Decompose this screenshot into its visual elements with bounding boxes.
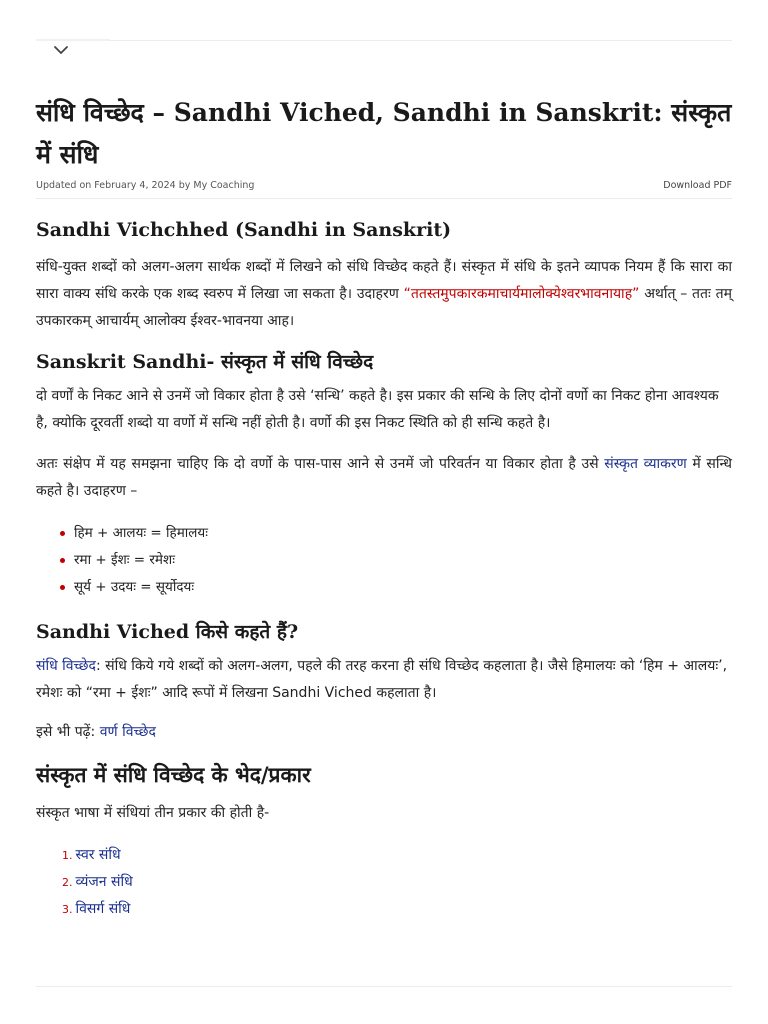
also-read xyxy=(36,719,732,746)
list-number: 3. xyxy=(62,903,73,916)
summary-tail: में सन्धि कहते है। उदाहरण – xyxy=(36,456,732,499)
summary-paragraph xyxy=(36,451,732,505)
updated-info: Updated on February 4, 2024 by My Coaching xyxy=(36,180,255,191)
list-item: रमा + ईशः = रमेशः xyxy=(74,547,208,574)
types-intro: संस्कृत भाषा में संधियां तीन प्रकार की होती है- xyxy=(36,805,270,821)
list-item xyxy=(62,842,133,869)
sandhi-types-list xyxy=(36,842,133,923)
visarg-sandhi-link[interactable]: विसर्ग संधि xyxy=(75,901,131,917)
sanskrit-grammar-link[interactable]: संस्कृत व्याकरण xyxy=(604,456,687,472)
sandhi-viched-text: : संधि किये गये शब्दों को अलग-अलग, पहले की तरह करना ही संधि विच्छेद कहलाता है। जैसे हिमालयः को ‘हिम + आलयः’, रमेशः को “रमा + ईशः” आदि रूपों में लिखना Sandhi Viched कहलाता है। xyxy=(36,658,728,701)
top-bar xyxy=(36,40,732,67)
also-read-label: इसे भी पढ़ें: xyxy=(36,724,100,740)
download-pdf-link[interactable]: Download PDF xyxy=(663,180,732,191)
list-item xyxy=(62,869,133,896)
list-number: 2. xyxy=(62,876,73,889)
varn-viched-link[interactable]: वर्ण विच्छेद xyxy=(99,724,156,740)
sandhi-viched-link[interactable]: संधि विच्छेद xyxy=(36,658,96,674)
tab-indicator xyxy=(36,39,110,41)
footer-divider xyxy=(36,986,732,987)
examples-list xyxy=(36,520,208,601)
list-number: 1. xyxy=(62,849,73,862)
list-item: सूर्य + उदयः = सूर्योदयः xyxy=(74,574,208,601)
example-sentence: “ततस्तमुपकारकमाचार्यमालोक्येश्वरभावनायाह” xyxy=(403,286,640,302)
meta-divider xyxy=(36,198,732,199)
vyanjan-sandhi-link[interactable]: व्यंजन संधि xyxy=(75,874,133,890)
summary-text: अतः संक्षेप में यह समझना चाहिए कि दो वर्णो के पास-पास आने से उनमें जो परिवर्तन या विकार होता है उसे xyxy=(36,456,605,472)
intro-tail: अर्थात् – ततः तम् उपकारकम् आचार्यम् आलोक्य ईश्वर-भावनया आह। xyxy=(36,286,732,329)
section-heading-what-is-sandhi-viched: Sandhi Viched किसे कहते हैं? xyxy=(36,621,299,643)
section-heading-sandhi-in-sanskrit: Sandhi Vichchhed (Sandhi in Sanskrit) xyxy=(36,219,452,241)
post-meta xyxy=(36,180,732,196)
intro-text: संधि-युक्त शब्दों को अलग-अलग सार्थक शब्दों में लिखने को संधि विच्छेद कहते हैं। संस्कृत में संधि के इतने व्यापक नियम हैं कि सारा का सारा वाक्य संधि करके एक शब्द स्वरुप में लिखा जा सकता है। उदाहरण xyxy=(36,259,732,302)
definition-paragraph: दो वर्णों के निकट आने से उनमें जो विकार होता है उसे ‘सन्धि’ कहते है। इस प्रकार की सन्धि के लिए दोनों वर्णो का निकट होना आवश्यक है, क्योकि दूरवर्ती शब्दो या वर्णो में सन्धि नहीं होती है। वर्णो की इस निकट स्थिति को ही सन्धि कहते है। xyxy=(36,388,719,431)
sandhi-viched-paragraph xyxy=(36,653,732,707)
section-heading-sanskrit-sandhi: Sanskrit Sandhi- संस्कृत में संधि विच्छेद xyxy=(36,351,374,373)
chevron-down-icon[interactable] xyxy=(52,43,70,57)
list-item xyxy=(62,896,133,923)
section-heading-sandhi-types: संस्कृत में संधि विच्छेद के भेद/प्रकार xyxy=(36,762,311,787)
page-title: संधि विच्छेद – Sandhi Viched, Sandhi in Sanskrit: संस्कृत में संधि xyxy=(36,98,732,169)
list-item: हिम + आलयः = हिमालयः xyxy=(74,520,208,547)
swar-sandhi-link[interactable]: स्वर संधि xyxy=(75,847,121,863)
intro-paragraph xyxy=(36,254,732,335)
